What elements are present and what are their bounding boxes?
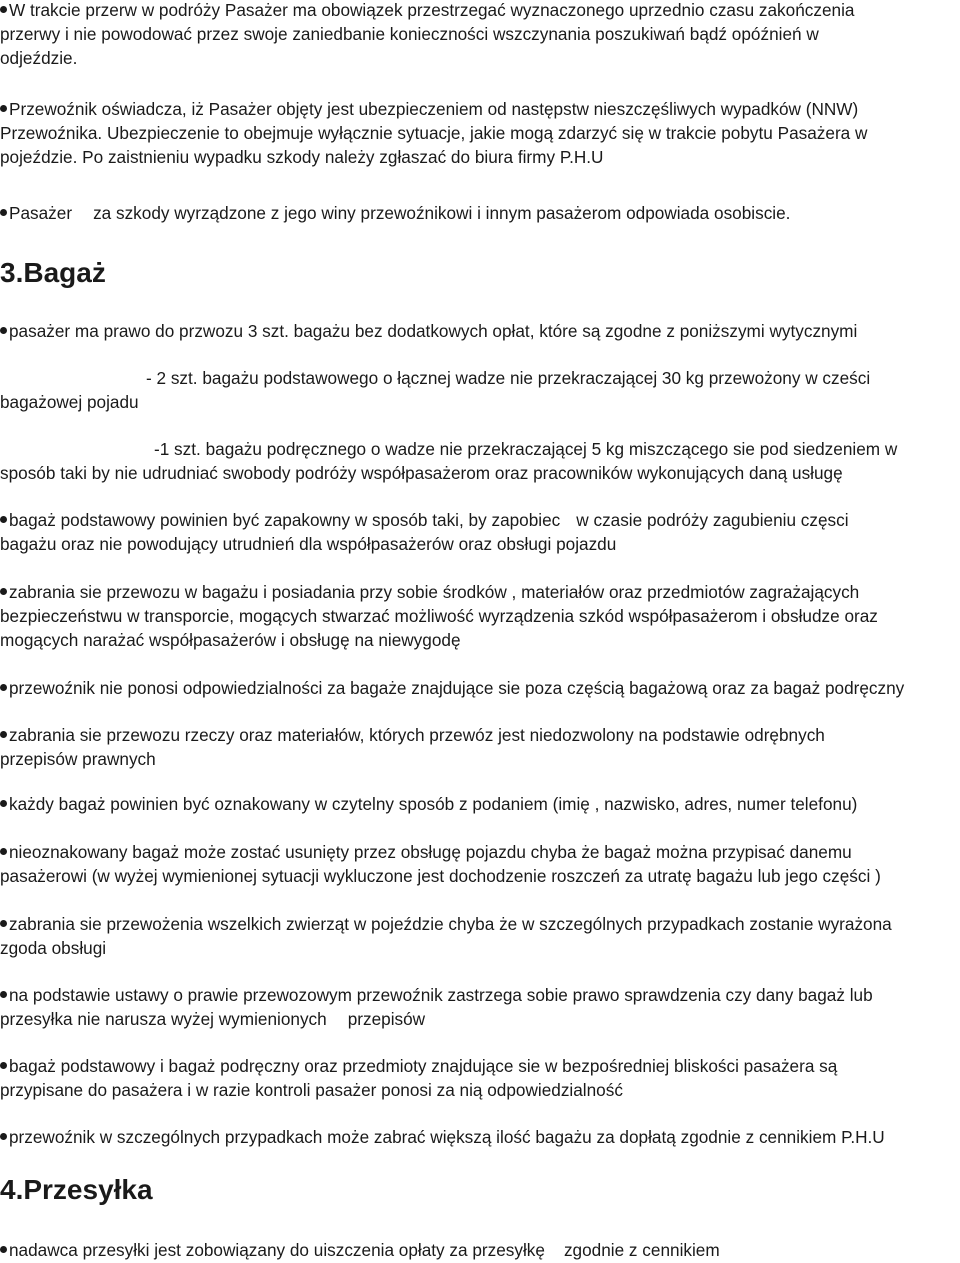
text-line: na podstawie ustawy o prawie przewozowym przewoźnik zastrzega sobie prawo sprawdzenia czy dany bagaż lub: [9, 985, 873, 1005]
text-line: pojeździe. Po zaistnieniu wypadku szkody należy zgłaszać do biura firmy P.H.U: [0, 147, 604, 167]
text-fragment: w czasie podróży zagubieniu częsci: [576, 510, 849, 530]
text-line: sposób taki by nie udrudniać swobody podróży współpasażerom oraz pracowników wykonujących daną usługę: [0, 463, 843, 483]
paragraph-prohibited-items: [0, 723, 958, 771]
text-line: bagażowej pojadu: [0, 392, 139, 412]
paragraph-packing: [0, 508, 958, 556]
text-fragment: za szkody wyrządzone z jego winy przewoźnikowi i innym pasażerom odpowiada osobiscie.: [93, 203, 791, 223]
paragraph-baggage-allowance: [0, 319, 958, 343]
bullet-icon: [0, 684, 7, 691]
text-line: przypisane do pasażera i w razie kontroli pasażer ponosi za nią odpowiedzialność: [0, 1080, 623, 1100]
bullet-icon: [0, 327, 7, 334]
bullet-icon: [0, 991, 7, 998]
paragraph-unlabeled-baggage: [0, 840, 958, 888]
text-fragment: Pasażer: [9, 203, 73, 223]
text-line: przepisów prawnych: [0, 749, 156, 769]
paragraph-extra-baggage: [0, 1125, 958, 1149]
text-fragment: bagaż podstawowy powinien być zapakowny w sposób taki, by zapobiec: [9, 510, 561, 530]
bullet-icon: [0, 6, 7, 13]
bullet-icon: [0, 1246, 7, 1253]
text-fragment: zgodnie z cennikiem: [563, 1240, 720, 1260]
text-line: przewoźnik w szczególnych przypadkach może zabrać większą ilość bagażu za dopłatą zgodnie z cennikiem P.H.U: [9, 1127, 885, 1147]
section-heading-baggage: 3.Bagaż: [0, 257, 106, 288]
paragraph-labeling: [0, 792, 958, 816]
text-line: W trakcie przerw w podróży Pasażer ma obowiązek przestrzegać wyznaczonego uprzednio czasu zakończenia: [9, 0, 855, 20]
text-fragment: przepisów: [347, 1009, 426, 1029]
text-fragment: przesyłka nie narusza wyżej wymienionych: [0, 1009, 327, 1029]
text-line: bagażu oraz nie powodujący utrudnień dla współpasażerów oraz obsługi pojazdu: [0, 534, 617, 554]
text-line: zabrania sie przewozu rzeczy oraz materiałów, których przewóz jest niedozwolony na podstawie odrębnych: [9, 725, 825, 745]
text-line: -1 szt. bagażu podręcznego o wadze nie przekraczającej 5 kg miszczącego sie pod siedzeniem w: [154, 439, 898, 459]
text-line: przerwy i nie powodować przez swoje zaniedbanie konieczności wszczynania poszukiwań bądź opóźnień w: [0, 24, 819, 44]
bullet-icon: [0, 848, 7, 855]
text-fragment: nadawca przesyłki jest zobowiązany do uiszczenia opłaty za przesyłkę: [9, 1240, 545, 1260]
text-line: bezpieczeństwu w transporcie, mogących stwarzać możliwość wyrządzenia szkód współpasażerom i obsłudze oraz: [0, 606, 878, 626]
text-line: odjeździe.: [0, 48, 78, 68]
text-line: pasażerowi (w wyżej wymienionej sytuacji wykluczone jest dochodzenie roszczeń za utratę bagażu lub jego części ): [0, 866, 881, 886]
bullet-icon: [0, 731, 7, 738]
paragraph-dangerous-items: [0, 580, 958, 652]
bullet-icon: [0, 920, 7, 927]
bullet-icon: [0, 588, 7, 595]
paragraph-hand-baggage: [0, 437, 958, 485]
bullet-icon: [0, 105, 7, 112]
paragraph-break-rules: [0, 0, 958, 70]
text-line: każdy bagaż powinien być oznakowany w czytelny sposób z podaniem (imię , nazwisko, adres, numer telefonu): [9, 794, 858, 814]
text-line: przewoźnik nie ponosi odpowiedzialności za bagaże znajdujące sie poza częścią bagażową oraz za bagaż podręczny: [9, 678, 905, 698]
paragraph-animals: [0, 912, 958, 960]
bullet-icon: [0, 800, 7, 807]
text-line: zabrania sie przewożenia wszelkich zwierząt w pojeździe chyba że w szczególnych przypadkach zostanie wyrażona: [9, 914, 892, 934]
text-line: Przewoźnik oświadcza, iż Pasażer objęty jest ubezpieczeniem od następstw nieszczęśliwych wypadków (NNW): [9, 99, 859, 119]
bullet-icon: [0, 209, 7, 216]
paragraph-main-baggage: [0, 366, 958, 414]
paragraph-passenger-responsibility: [0, 1054, 958, 1102]
bullet-icon: [0, 1062, 7, 1069]
paragraph-parcel-fee: [0, 1238, 958, 1262]
text-line: pasażer ma prawo do przwozu 3 szt. bagażu bez dodatkowych opłat, które są zgodne z poniższymi wytycznymi: [9, 321, 858, 341]
paragraph-carrier-responsibility: [0, 676, 958, 700]
text-line: zgoda obsługi: [0, 938, 107, 958]
paragraph-liability: [0, 201, 958, 225]
bullet-icon: [0, 516, 7, 523]
text-line: bagaż podstawowy i bagaż podręczny oraz przedmioty znajdujące sie w bezpośredniej bliskości pasażera są: [9, 1056, 838, 1076]
text-line: Przewoźnika. Ubezpieczenie to obejmuje wyłącznie sytuacje, jakie mogą zdarzyć się w trakcie pobytu Pasażera w: [0, 123, 868, 143]
text-line: zabrania sie przewozu w bagażu i posiadania przy sobie środków , materiałów oraz przedmiotów zagrażających: [9, 582, 860, 602]
paragraph-insurance: [0, 97, 958, 169]
paragraph-inspection: [0, 983, 958, 1031]
bullet-icon: [0, 1133, 7, 1140]
text-line: mogących narażać współpasażerów i obsługę na niewygodę: [0, 630, 461, 650]
section-heading-parcel: 4.Przesyłka: [0, 1174, 153, 1205]
text-line: nieoznakowany bagaż może zostać usunięty przez obsługę pojazdu chyba że bagaż można przypisać danemu: [9, 842, 852, 862]
text-line: - 2 szt. bagażu podstawowego o łącznej wadze nie przekraczającej 30 kg przewożony w cześci: [146, 368, 871, 388]
